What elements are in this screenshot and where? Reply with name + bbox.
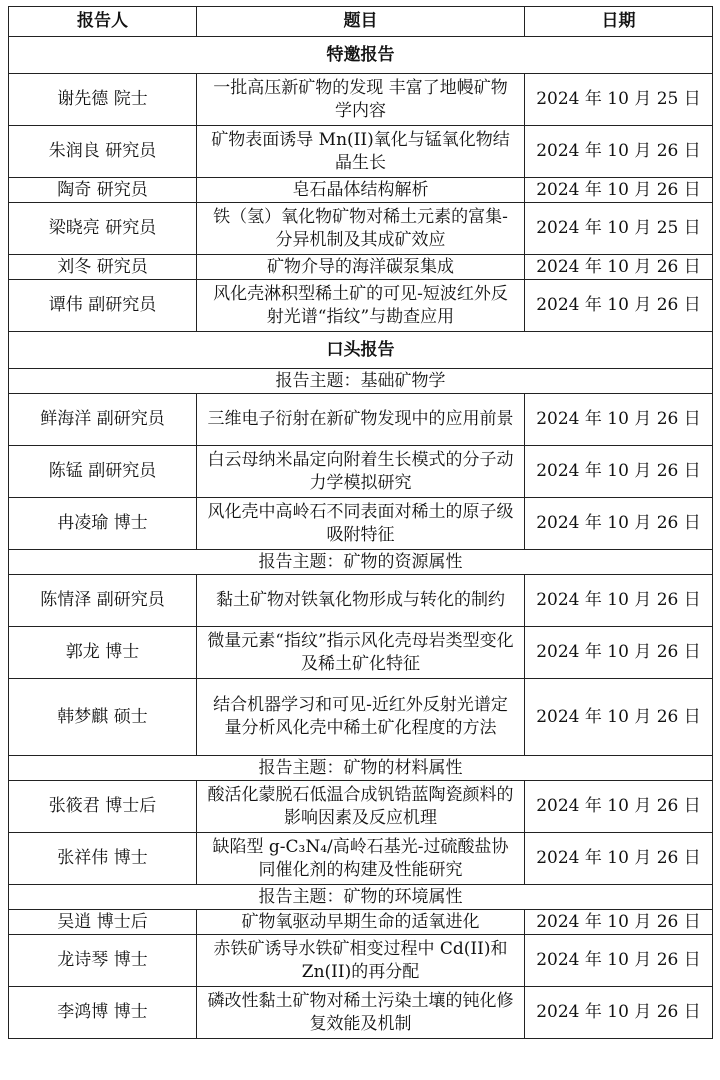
table-row	[9, 280, 713, 332]
title-cell: 微量元素“指纹”指示风化壳母岩类型变化及稀土矿化特征	[197, 627, 525, 679]
table-row	[9, 679, 713, 756]
report-schedule-table	[8, 6, 713, 1039]
section-invited	[9, 37, 713, 74]
date-cell: 2024 年 10 月 26 日	[525, 679, 713, 756]
reporter-cell: 陈锰 副研究员	[9, 446, 197, 498]
section-oral-label: 口头报告	[9, 332, 713, 369]
table-row	[9, 910, 713, 935]
table-row	[9, 394, 713, 446]
title-cell: 三维电子衍射在新矿物发现中的应用前景	[197, 394, 525, 446]
reporter-cell: 刘冬 研究员	[9, 255, 197, 280]
topic-label: 报告主题：基础矿物学	[9, 369, 713, 394]
section-invited-label: 特邀报告	[9, 37, 713, 74]
table-row	[9, 833, 713, 885]
schedule-document	[8, 6, 712, 1039]
table-row	[9, 446, 713, 498]
reporter-cell: 冉凌瑜 博士	[9, 498, 197, 550]
table-row	[9, 203, 713, 255]
reporter-cell: 陶奇 研究员	[9, 178, 197, 203]
topic-row	[9, 756, 713, 781]
reporter-cell: 张筱君 博士后	[9, 781, 197, 833]
title-cell: 缺陷型 g-C₃N₄/高岭石基光-过硫酸盐协同催化剂的构建及性能研究	[197, 833, 525, 885]
date-cell: 2024 年 10 月 26 日	[525, 126, 713, 178]
date-cell: 2024 年 10 月 26 日	[525, 498, 713, 550]
table-row	[9, 74, 713, 126]
title-cell: 皂石晶体结构解析	[197, 178, 525, 203]
reporter-cell: 李鸿博 博士	[9, 987, 197, 1039]
topic-row	[9, 550, 713, 575]
title-cell: 矿物表面诱导 Mn(II)氧化与锰氧化物结晶生长	[197, 126, 525, 178]
title-cell: 矿物氧驱动早期生命的适氧进化	[197, 910, 525, 935]
date-cell: 2024 年 10 月 26 日	[525, 627, 713, 679]
table-row	[9, 935, 713, 987]
reporter-cell: 张祥伟 博士	[9, 833, 197, 885]
date-cell: 2024 年 10 月 25 日	[525, 203, 713, 255]
topic-label: 报告主题：矿物的材料属性	[9, 756, 713, 781]
reporter-cell: 韩梦麒 硕士	[9, 679, 197, 756]
table-row	[9, 255, 713, 280]
reporter-cell: 朱润良 研究员	[9, 126, 197, 178]
header-row	[9, 7, 713, 37]
title-cell: 酸活化蒙脱石低温合成钒锆蓝陶瓷颜料的影响因素及反应机理	[197, 781, 525, 833]
table-row	[9, 178, 713, 203]
topic-label: 报告主题：矿物的环境属性	[9, 885, 713, 910]
header-date: 日期	[525, 7, 713, 37]
title-cell: 一批高压新矿物的发现 丰富了地幔矿物学内容	[197, 74, 525, 126]
section-oral	[9, 332, 713, 369]
date-cell: 2024 年 10 月 26 日	[525, 833, 713, 885]
date-cell: 2024 年 10 月 26 日	[525, 935, 713, 987]
table-row	[9, 498, 713, 550]
topic-row	[9, 885, 713, 910]
title-cell: 结合机器学习和可见-近红外反射光谱定量分析风化壳中稀土矿化程度的方法	[197, 679, 525, 756]
date-cell: 2024 年 10 月 26 日	[525, 446, 713, 498]
date-cell: 2024 年 10 月 25 日	[525, 74, 713, 126]
reporter-cell: 郭龙 博士	[9, 627, 197, 679]
table-row	[9, 627, 713, 679]
topic-label: 报告主题：矿物的资源属性	[9, 550, 713, 575]
reporter-cell: 陈情泽 副研究员	[9, 575, 197, 627]
date-cell: 2024 年 10 月 26 日	[525, 255, 713, 280]
header-title: 题目	[197, 7, 525, 37]
title-cell: 赤铁矿诱导水铁矿相变过程中 Cd(II)和 Zn(II)的再分配	[197, 935, 525, 987]
date-cell: 2024 年 10 月 26 日	[525, 280, 713, 332]
reporter-cell: 吴逍 博士后	[9, 910, 197, 935]
reporter-cell: 龙诗琴 博士	[9, 935, 197, 987]
date-cell: 2024 年 10 月 26 日	[525, 910, 713, 935]
date-cell: 2024 年 10 月 26 日	[525, 394, 713, 446]
date-cell: 2024 年 10 月 26 日	[525, 178, 713, 203]
reporter-cell: 谭伟 副研究员	[9, 280, 197, 332]
title-cell: 风化壳淋积型稀土矿的可见-短波红外反射光谱“指纹”与勘查应用	[197, 280, 525, 332]
date-cell: 2024 年 10 月 26 日	[525, 781, 713, 833]
reporter-cell: 鲜海洋 副研究员	[9, 394, 197, 446]
date-cell: 2024 年 10 月 26 日	[525, 575, 713, 627]
title-cell: 风化壳中高岭石不同表面对稀土的原子级吸附特征	[197, 498, 525, 550]
title-cell: 铁（氢）氧化物矿物对稀土元素的富集-分异机制及其成矿效应	[197, 203, 525, 255]
title-cell: 黏土矿物对铁氧化物形成与转化的制约	[197, 575, 525, 627]
header-reporter: 报告人	[9, 7, 197, 37]
reporter-cell: 谢先德 院士	[9, 74, 197, 126]
reporter-cell: 梁晓亮 研究员	[9, 203, 197, 255]
title-cell: 磷改性黏土矿物对稀土污染土壤的钝化修复效能及机制	[197, 987, 525, 1039]
date-cell: 2024 年 10 月 26 日	[525, 987, 713, 1039]
table-row	[9, 987, 713, 1039]
title-cell: 白云母纳米晶定向附着生长模式的分子动力学模拟研究	[197, 446, 525, 498]
table-row	[9, 126, 713, 178]
table-row	[9, 781, 713, 833]
title-cell: 矿物介导的海洋碳泵集成	[197, 255, 525, 280]
table-row	[9, 575, 713, 627]
topic-row	[9, 369, 713, 394]
